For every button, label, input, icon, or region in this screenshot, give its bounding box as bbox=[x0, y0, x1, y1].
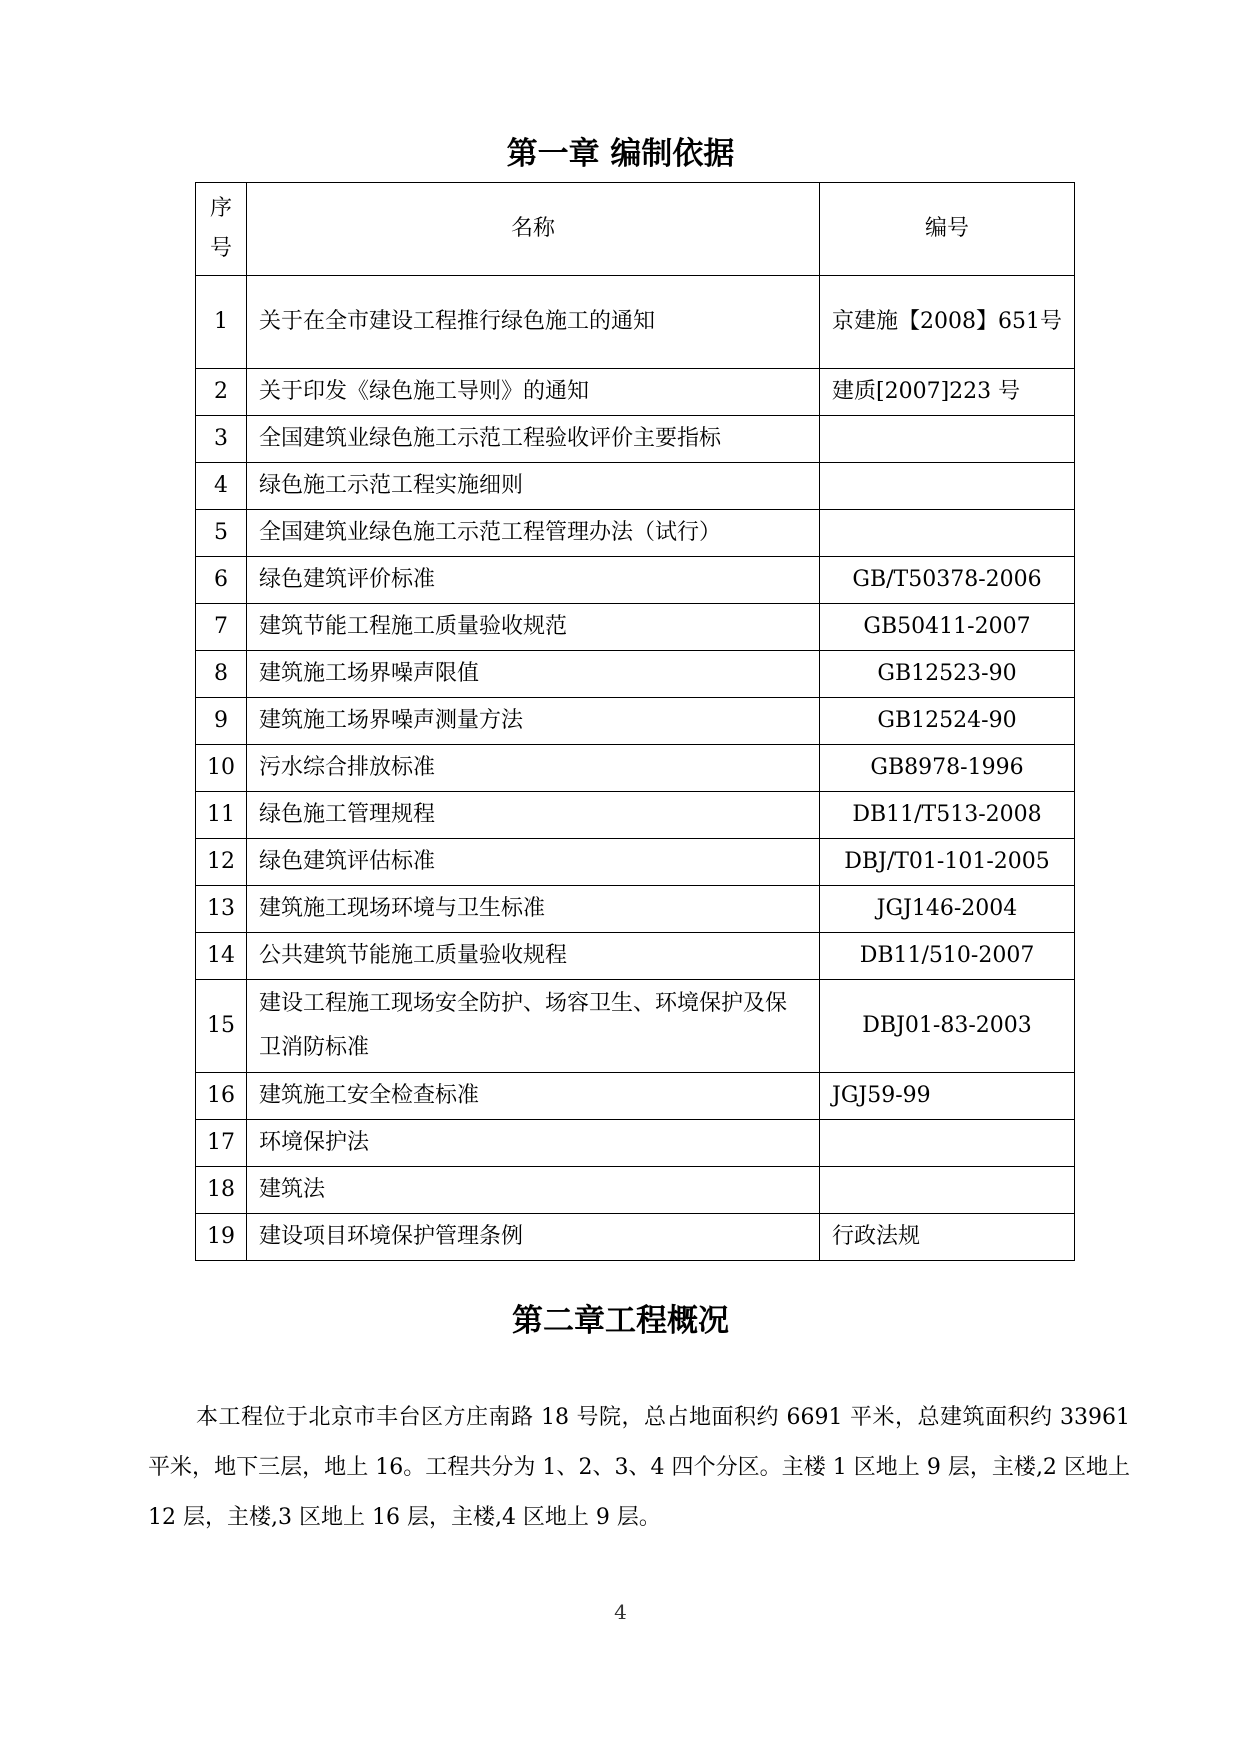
table-row bbox=[196, 557, 1075, 604]
row-name: 建筑施工现场环境与卫生标准 bbox=[247, 886, 820, 933]
row-no: 15 bbox=[196, 980, 247, 1073]
row-no: 18 bbox=[196, 1167, 247, 1214]
row-name: 环境保护法 bbox=[247, 1120, 820, 1167]
row-name: 绿色建筑评价标准 bbox=[247, 557, 820, 604]
table-row bbox=[196, 416, 1075, 463]
row-name: 绿色建筑评估标准 bbox=[247, 839, 820, 886]
row-code: GB50411-2007 bbox=[820, 604, 1075, 651]
row-code bbox=[820, 1167, 1075, 1214]
table-row bbox=[196, 276, 1075, 369]
row-code bbox=[820, 463, 1075, 510]
row-no: 19 bbox=[196, 1214, 247, 1261]
row-no: 7 bbox=[196, 604, 247, 651]
row-code: JGJ146-2004 bbox=[820, 886, 1075, 933]
table-row bbox=[196, 698, 1075, 745]
header-code: 编号 bbox=[820, 183, 1075, 276]
row-code bbox=[820, 510, 1075, 557]
table-row bbox=[196, 510, 1075, 557]
project-overview-paragraph: 本工程位于北京市丰台区方庄南路 18 号院，总占地面积约 6691 平米，总建筑面积约 33961 平米，地下三层，地上 16。工程共分为 1、2、3、4 四个分区。主楼 1 区地上 9 层，主楼,2 区地上 12 层，主楼,3 区地上 16 层，主楼,4 区地上 9 层。 bbox=[148, 1405, 1130, 1530]
row-no: 10 bbox=[196, 745, 247, 792]
row-name: 建筑施工安全检查标准 bbox=[247, 1073, 820, 1120]
row-no: 8 bbox=[196, 651, 247, 698]
row-code: DBJ01-83-2003 bbox=[820, 980, 1075, 1073]
table-row bbox=[196, 1120, 1075, 1167]
table-row bbox=[196, 651, 1075, 698]
row-no: 1 bbox=[196, 276, 247, 369]
table-header-row bbox=[196, 183, 1075, 276]
row-no: 3 bbox=[196, 416, 247, 463]
row-name: 全国建筑业绿色施工示范工程验收评价主要指标 bbox=[247, 416, 820, 463]
row-no: 14 bbox=[196, 933, 247, 980]
table-row bbox=[196, 886, 1075, 933]
table-row bbox=[196, 792, 1075, 839]
page-number: 4 bbox=[614, 1600, 627, 1624]
row-no: 4 bbox=[196, 463, 247, 510]
row-name: 绿色施工管理规程 bbox=[247, 792, 820, 839]
chapter-1-title: 第一章 编制依据 bbox=[506, 136, 735, 172]
row-no: 11 bbox=[196, 792, 247, 839]
row-name: 关于在全市建设工程推行绿色施工的通知 bbox=[247, 276, 820, 369]
row-code: GB12524-90 bbox=[820, 698, 1075, 745]
row-name: 建设项目环境保护管理条例 bbox=[247, 1214, 820, 1261]
table-row bbox=[196, 1073, 1075, 1120]
row-name: 关于印发《绿色施工导则》的通知 bbox=[247, 369, 820, 416]
row-code: 京建施【2008】651号 bbox=[820, 276, 1075, 369]
table-row bbox=[196, 604, 1075, 651]
row-code: DB11/T513-2008 bbox=[820, 792, 1075, 839]
row-code: 行政法规 bbox=[820, 1214, 1075, 1261]
row-no: 13 bbox=[196, 886, 247, 933]
row-no: 9 bbox=[196, 698, 247, 745]
row-code bbox=[820, 416, 1075, 463]
chapter-2-title: 第二章工程概况 bbox=[512, 1303, 729, 1339]
row-no: 5 bbox=[196, 510, 247, 557]
row-code: 建质[2007]223 号 bbox=[820, 369, 1075, 416]
row-name: 绿色施工示范工程实施细则 bbox=[247, 463, 820, 510]
row-code bbox=[820, 1120, 1075, 1167]
row-code: JGJ59-99 bbox=[820, 1073, 1075, 1120]
row-code: GB/T50378-2006 bbox=[820, 557, 1075, 604]
row-name: 建筑施工场界噪声限值 bbox=[247, 651, 820, 698]
table-row bbox=[196, 933, 1075, 980]
row-name: 建设工程施工现场安全防护、场容卫生、环境保护及保卫消防标准 bbox=[247, 980, 820, 1073]
table-row bbox=[196, 980, 1075, 1073]
header-name: 名称 bbox=[247, 183, 820, 276]
row-no: 12 bbox=[196, 839, 247, 886]
table-row bbox=[196, 463, 1075, 510]
row-code: GB8978-1996 bbox=[820, 745, 1075, 792]
row-code: DB11/510-2007 bbox=[820, 933, 1075, 980]
row-no: 2 bbox=[196, 369, 247, 416]
row-no: 16 bbox=[196, 1073, 247, 1120]
table-row bbox=[196, 839, 1075, 886]
row-name: 公共建筑节能施工质量验收规程 bbox=[247, 933, 820, 980]
row-name: 污水综合排放标准 bbox=[247, 745, 820, 792]
row-name: 建筑法 bbox=[247, 1167, 820, 1214]
row-code: DBJ/T01-101-2005 bbox=[820, 839, 1075, 886]
row-no: 17 bbox=[196, 1120, 247, 1167]
table-row bbox=[196, 745, 1075, 792]
header-no: 序 号 bbox=[196, 183, 247, 276]
basis-table bbox=[195, 182, 1075, 1261]
table-row bbox=[196, 369, 1075, 416]
row-name: 全国建筑业绿色施工示范工程管理办法（试行） bbox=[247, 510, 820, 557]
table-row bbox=[196, 1214, 1075, 1261]
row-name: 建筑施工场界噪声测量方法 bbox=[247, 698, 820, 745]
table-row bbox=[196, 1167, 1075, 1214]
row-code: GB12523-90 bbox=[820, 651, 1075, 698]
row-no: 6 bbox=[196, 557, 247, 604]
row-name: 建筑节能工程施工质量验收规范 bbox=[247, 604, 820, 651]
